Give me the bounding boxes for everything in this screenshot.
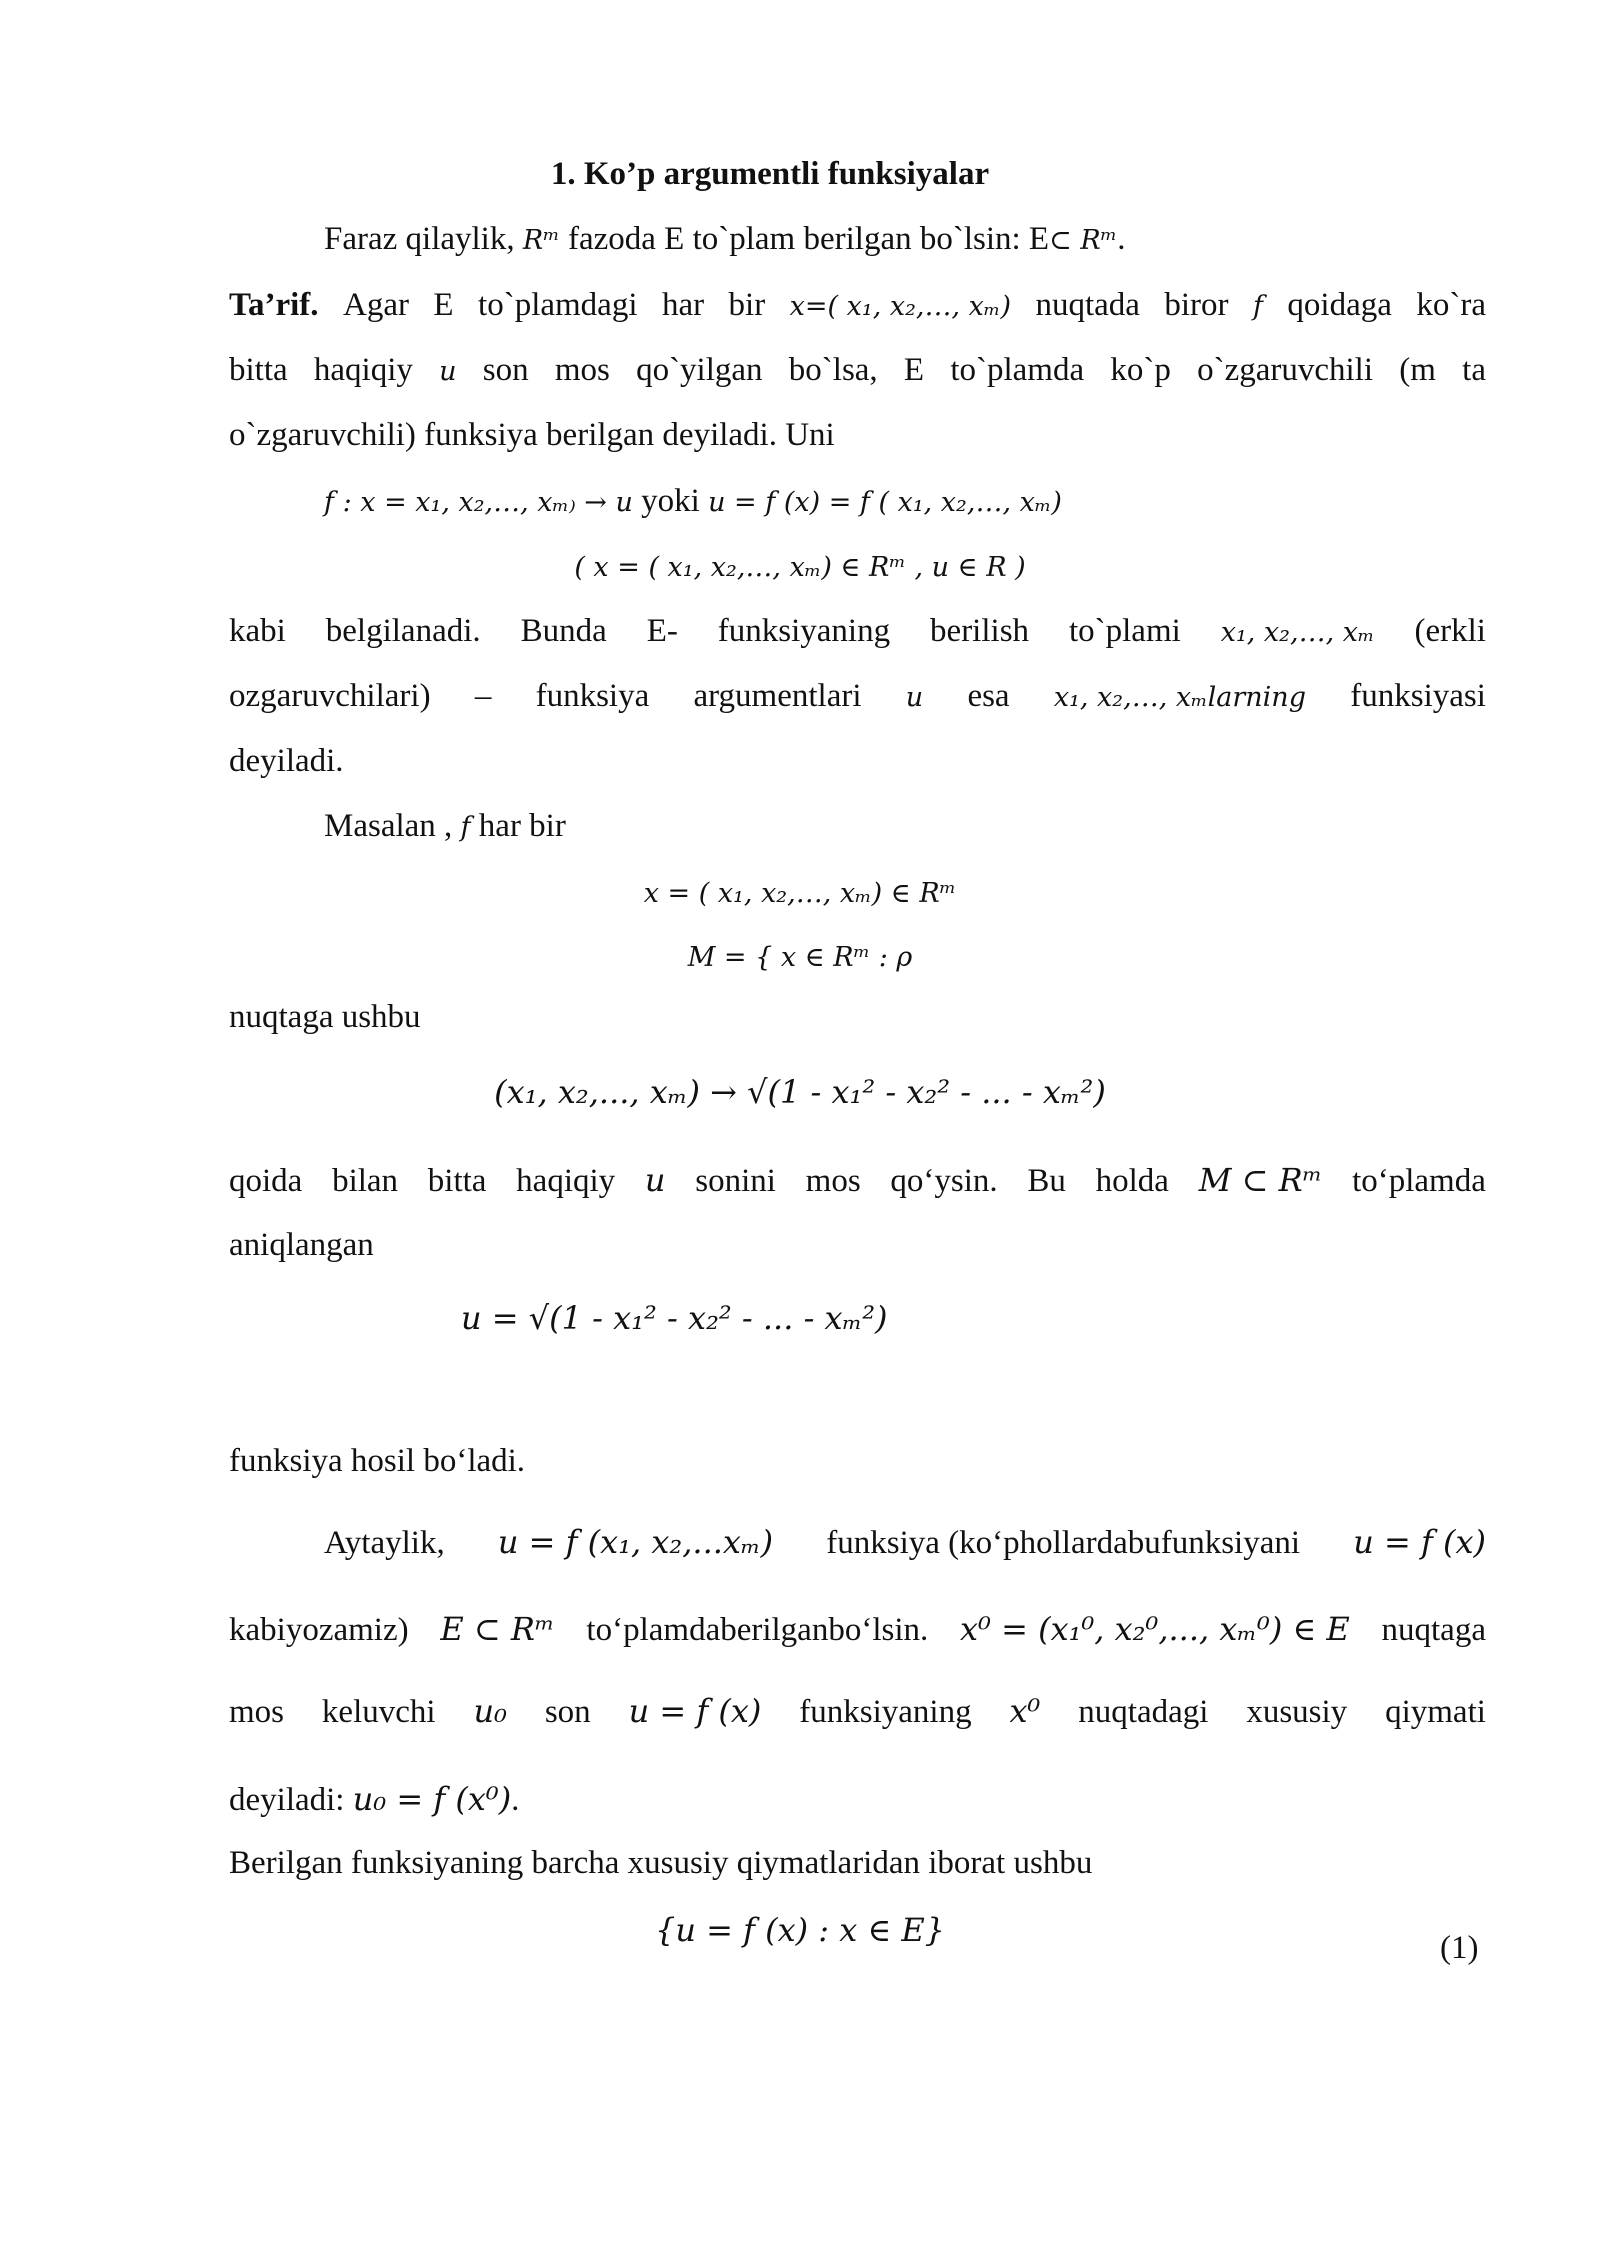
paragraph-mos-keluvchi — [229, 1691, 1486, 1732]
word: bitta — [427, 1163, 487, 1199]
word: esa — [967, 678, 1010, 714]
equation-number: (1) — [1440, 1930, 1479, 1966]
paragraph-berilgan: Berilgan funksiyaning barcha xususiy qiymatlaridan iborat ushbu — [229, 1845, 1093, 1881]
word: haqiqiy — [516, 1163, 616, 1199]
word: ko`ra — [1416, 287, 1486, 323]
paragraph-kabi-3: deyiladi. — [229, 743, 344, 779]
text: deyiladi: — [229, 1782, 353, 1818]
word: to`plami — [1068, 613, 1181, 649]
word: Bunda — [520, 613, 607, 649]
word: funksiyaning — [717, 613, 891, 649]
text: . — [511, 1782, 520, 1818]
paragraph-kabiyozamiz — [229, 1609, 1486, 1650]
word: qo`yilgan — [636, 352, 763, 388]
math-inline: x₁, x₂,…, xₘlarning — [1053, 682, 1306, 713]
math-inline: Rᵐ — [522, 225, 560, 256]
word: o`zgaruvchili — [1197, 352, 1374, 388]
math-inline: u — [644, 1161, 666, 1199]
math-inline: u — [905, 682, 924, 713]
word: ta — [1462, 352, 1486, 388]
section-heading: 1. Ko’p argumentli funksiyalar — [550, 156, 990, 192]
word: nuqtadagi — [1078, 1694, 1209, 1730]
text: kabiyozamiz) — [229, 1612, 409, 1648]
math-inline: M ⊂ Rᵐ — [1198, 1161, 1323, 1199]
math-inline: u = f (x) = f ( x₁, x₂,…, xₘ) — [708, 487, 1062, 518]
word: funksiyaning — [799, 1694, 972, 1730]
text: Masalan , — [324, 808, 461, 844]
word: bitta — [229, 352, 288, 388]
formula-domain — [0, 546, 1600, 588]
word: sonini — [695, 1163, 776, 1199]
text: funksiya (ko‘phollardabufunksiyani — [826, 1525, 1301, 1561]
text: fazoda E to`plam berilgan bo`lsin: E — [559, 221, 1050, 257]
word: – — [474, 678, 492, 714]
paragraph-masalan — [324, 806, 566, 848]
math-inline: u = f (x) — [1353, 1523, 1486, 1561]
word: E- — [646, 613, 678, 649]
formula-value-set — [0, 1910, 1600, 1951]
word: holda — [1095, 1163, 1169, 1199]
word: berilish — [930, 613, 1030, 649]
math-inline: f : x = x₁, x₂,…, xₘ₎ → u — [324, 487, 633, 518]
math-inline: u = f (x₁, x₂,...xₘ) — [497, 1523, 774, 1561]
text: to‘plamdaberilganbo‘lsin. — [586, 1612, 929, 1648]
math-display: u = √(1 - x₁² - x₂² - ... - xₘ²) — [461, 1299, 888, 1337]
word: son — [482, 352, 529, 388]
paragraph-hosil: funksiya hosil bo‘ladi. — [229, 1443, 526, 1479]
text: nuqtaga — [1381, 1612, 1486, 1648]
word: bir — [728, 287, 766, 323]
definition-label: Ta’rif. — [229, 287, 319, 323]
word: qoidaga — [1287, 287, 1392, 323]
text: yoki — [632, 483, 709, 519]
word: har — [661, 287, 705, 323]
formula-mapping — [324, 481, 1062, 523]
word: to‘plamda — [1352, 1163, 1486, 1199]
math-inline: x₁, x₂,…, xₘ — [1220, 617, 1375, 648]
word: bilan — [332, 1163, 399, 1199]
word: ko`p — [1110, 352, 1171, 388]
word: Bu — [1027, 1163, 1066, 1199]
word: nuqtada — [1035, 287, 1140, 323]
math-inline: u — [439, 356, 457, 387]
formula-rule — [0, 1072, 1600, 1113]
math-display: ( x = ( x₁, x₂,…, xₘ) ∈ Rᵐ , u ∈ R ) — [574, 552, 1026, 583]
paragraph-aytaylik — [324, 1522, 1486, 1563]
math-display: M = { x ∈ Rᵐ : ρ — [687, 942, 913, 973]
paragraph-qoida-1 — [229, 1160, 1486, 1201]
word: qiymati — [1385, 1694, 1486, 1730]
word: mos — [229, 1694, 285, 1730]
word: bo`lsa, — [788, 352, 878, 388]
word: funksiya — [535, 678, 650, 714]
word: to`plamdagi — [478, 287, 638, 323]
paragraph-faraz — [324, 219, 1125, 261]
math-display: x = ( x₁, x₂,…, xₘ) ∈ Rᵐ — [643, 878, 957, 909]
math-inline: x⁰ — [1009, 1692, 1041, 1730]
math-inline: ⊂ Rᵐ — [1049, 225, 1118, 256]
formula-point — [0, 872, 1600, 914]
word: biror — [1164, 287, 1229, 323]
math-display: (x₁, x₂,..., xₘ) → √(1 - x₁² - x₂² - ... - xₘ²) — [494, 1073, 1106, 1111]
math-inline: x⁰ = (x₁⁰, x₂⁰,..., xₘ⁰) ∈ E — [960, 1610, 1350, 1648]
formula-set-m — [0, 936, 1600, 978]
math-inline: f — [460, 812, 471, 843]
word: mos — [554, 352, 610, 388]
paragraph-qoida-2: aniqlangan — [229, 1227, 374, 1263]
word: keluvchi — [321, 1694, 436, 1730]
paragraph-kabi-1 — [229, 611, 1486, 653]
math-inline: u₀ — [473, 1692, 507, 1730]
word: (m — [1399, 352, 1436, 388]
paragraph-deyiladi — [229, 1779, 519, 1820]
paragraph-nuqtaga: nuqtaga ushbu — [229, 999, 421, 1035]
word: argumentlari — [693, 678, 862, 714]
word: to`plamda — [950, 352, 1085, 388]
word: qo‘ysin. — [890, 1163, 998, 1199]
text: har bir — [470, 808, 566, 844]
word: Agar — [342, 287, 409, 323]
math-inline: u = f (x) — [628, 1692, 762, 1730]
math-inline: f — [1252, 291, 1263, 322]
word: qoida — [229, 1163, 303, 1199]
word: E — [433, 287, 454, 323]
word: funksiyasi — [1350, 678, 1486, 714]
word: E — [903, 352, 925, 388]
text: Faraz qilaylik, — [324, 221, 523, 257]
math-display: {u = f (x) : x ∈ E} — [654, 1911, 946, 1949]
definition-line-1 — [229, 285, 1486, 327]
word: haqiqiy — [313, 352, 413, 388]
formula-u-sqrt — [461, 1298, 888, 1339]
word: belgilanadi. — [325, 613, 481, 649]
text: Aytaylik, — [324, 1525, 445, 1561]
math-inline: u₀ = f (x⁰) — [352, 1780, 512, 1818]
word: ozgaruvchilari) — [229, 678, 431, 714]
math-inline: E ⊂ Rᵐ — [440, 1610, 555, 1648]
text: . — [1117, 221, 1126, 257]
word: mos — [805, 1163, 861, 1199]
definition-line-3: o`zgaruvchili) funksiya berilgan deyiladi. Uni — [229, 417, 835, 453]
word: son — [544, 1694, 591, 1730]
word: kabi — [229, 613, 286, 649]
definition-line-2 — [229, 350, 1486, 392]
word: xususiy — [1246, 1694, 1348, 1730]
math-inline: x=( x₁, x₂,…, xₘ) — [789, 291, 1011, 322]
paragraph-kabi-2 — [229, 676, 1486, 718]
word: (erkli — [1414, 613, 1486, 649]
